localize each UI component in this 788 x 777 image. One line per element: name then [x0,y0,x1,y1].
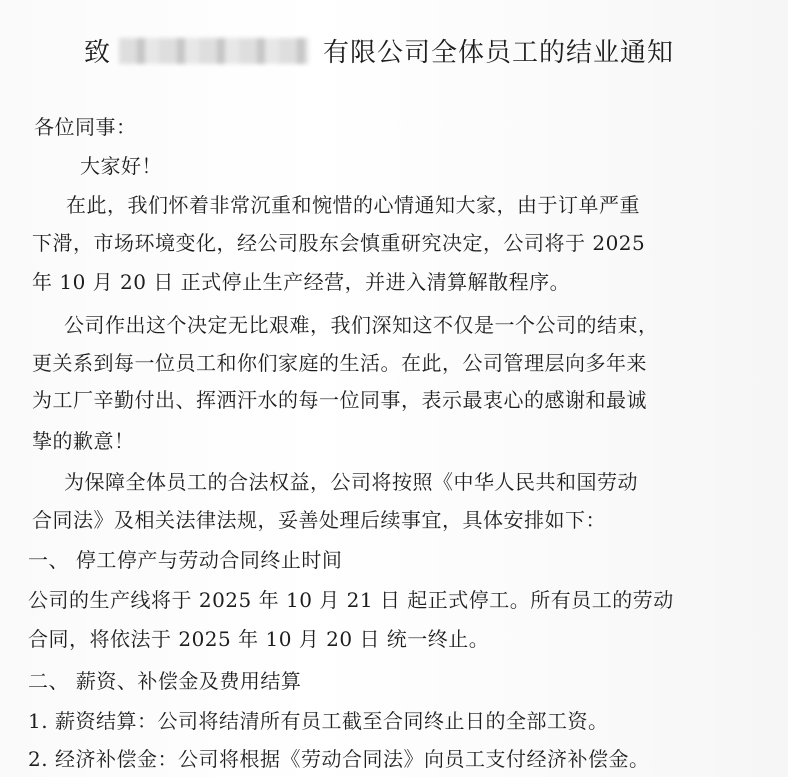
greeting: 大家好！ [80,154,162,178]
paragraph-line: 为保障全体员工的合法权益，公司将按照《中华人民共和国劳动 [64,470,638,494]
redacted-company-name [119,38,309,64]
paragraph-line: 年 10 月 20 日 正式停止生产经营，并进入清算解散程序。 [32,270,571,294]
paragraph-line: 为工厂辛勤付出、挥洒汗水的每一位同事，表示最衷心的感谢和最诚 [32,388,647,412]
section-line: 2. 经济补偿金：公司将根据《劳动合同法》向员工支付经济补偿金。 [28,747,650,771]
title-prefix: 致 [84,38,112,68]
section-heading: 二、 薪资、补偿金及费用结算 [28,669,302,693]
paragraph-line: 在此，我们怀着非常沉重和惋惜的心情通知大家，由于订单严重 [66,193,640,217]
section-line: 1. 薪资结算：公司将结清所有员工截至合同终止日的全部工资。 [28,709,609,733]
paragraph-line: 下滑，市场环境变化，经公司股东会慎重研究决定，公司将于 2025 [32,231,646,255]
paragraph-line: 挚的歉意！ [32,429,135,453]
paragraph-line: 合同法》及相关法律法规，妥善处理后续事宜，具体安排如下： [32,508,606,532]
section-heading: 一、 停工停产与劳动合同终止时间 [28,548,343,572]
paragraph-line: 更关系到每一位员工和你们家庭的生活。在此，公司管理层向多年来 [32,351,647,375]
section-line: 公司的生产线将于 2025 年 10 月 21 日 起正式停工。所有员工的劳动 [28,588,674,612]
document-title [84,32,674,69]
salutation: 各位同事： [34,115,137,139]
paragraph-line: 公司作出这个决定无比艰难，我们深知这不仅是一个公司的结束， [64,313,659,337]
title-suffix: 有限公司全体员工的结业通知 [323,38,675,68]
section-line: 合同，将依法于 2025 年 10 月 20 日 统一终止。 [28,627,490,651]
